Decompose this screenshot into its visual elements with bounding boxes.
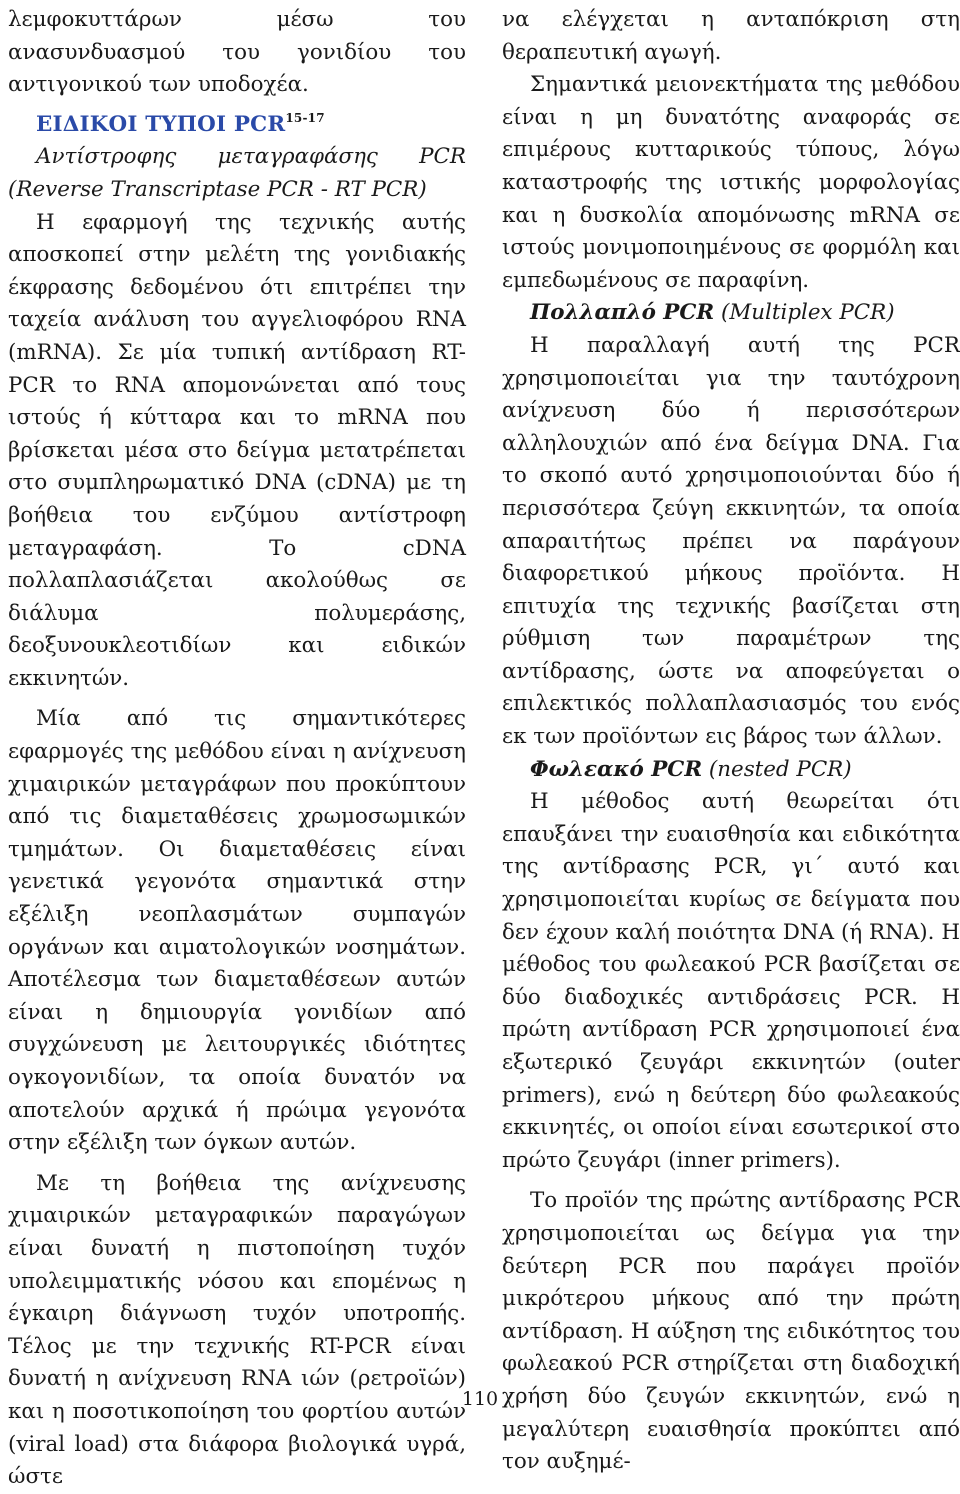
multiplex-title: Πολλαπλό PCR xyxy=(530,300,715,326)
rt-pcr-title: Αντίστροφης μεταγραφάσης PCR xyxy=(36,144,466,170)
right-column xyxy=(502,4,960,1479)
multiplex-paragraph: Η παραλλαγή αυτή της PCR χρησιμοποιείται για την ταυτόχρονη ανίχνευση δύο ή περισσότερων αλληλουχιών από ένα δείγμα DNA. Για το σκοπό αυτό χρησιμοποιούνται δύο ή περισσότερα ζεύγη εκκινητών, τα οποία απαραιτήτως πρέπει να παράγουν διαφορετικού μήκους προϊόντα. Η επιτυχία της τεχνικής βασίζεται στη ρύθμιση των παραμέτρων της αντίδρασης, ώστε να αποφεύγεται ο επιλεκτικός πολλαπλασιασμός του ενός εκ των προϊόντων εις βάρος των άλλων. xyxy=(502,332,960,750)
section-heading-refs: 15-17 xyxy=(285,110,325,125)
section-heading-text: ΕΙΔΙΚΟΙ ΤΥΠΟΙ PCR xyxy=(36,111,286,137)
nested-title: Φωλεακό PCR xyxy=(530,756,703,782)
nested-paragraph-2: Το προϊόν της πρώτης αντίδρασης PCR χρησιμοποιείται ως δείγμα για την δεύτερη PCR που παράγει προϊόν μικρότερου μήκους από την πρώτη αντίδραση. Η αύξηση της ειδικότητος του φωλεακού PCR στηρίζεται στη διαδοχική χρήση δύο ζευγών εκκινητών, ενώ η μεγαλύτερη ευαισθησία προκύπτει από τον αυξημέ- xyxy=(502,1188,960,1475)
intro-paragraph: λεμφοκυττάρων μέσω του ανασυνδυασμού του γονιδίου του αντιγονικού των υποδοχέα. xyxy=(8,7,466,98)
rt-pcr-paragraph-2: Μία από τις σημαντικότερες εφαρμογές της μεθόδου είναι η ανίχνευση χιμαιρικών μεταγράφων που προκύπτουν από τις διαμεταθέσεις χρωμοσωμικών τμημάτων. Οι διαμεταθέσεις είναι γενετικά γεγονότα σημαντικά στην εξέλιξη νεοπλασμάτων συμπαγών οργάνων και αιματολογικών νοσημάτων. Αποτέλεσμα των διαμεταθέσεων αυτών είναι η δημιουργία γονιδίων από συγχώνευση με λειτουργικές ιδιότητες ογκογονιδίων, τα οποία δυνατόν να αποτελούν αρχικά ή πρώιμα γεγονότα στην εξέλιξη των όγκων αυτών. xyxy=(8,706,466,1156)
rt-pcr-paragraph-1: Η εφαρμογή της τεχνικής αυτής αποσκοπεί στην μελέτη της γονιδιακής έκφρασης δεδομένου ότι επιτρέπει την ταχεία ανάλυση του αγγελιοφόρου RNA (mRNA). Σε μία τυπική αντίδραση RT-PCR το RNA απομονώνεται από τους ιστούς ή κύτταρα και το mRNA που βρίσκεται μέσα στο δείγμα μετατρέπεται στο συμπληρωματικό DNA (cDNA) με τη βοήθεια του ενζύμου αντίστροφη μεταγραφάση. Το cDNA πολλαπλασιάζεται ακολούθως σε διάλυμα πολυμεράσης, δεοξυνουκλεοτιδίων και ειδικών εκκινητών. xyxy=(8,209,466,691)
left-column xyxy=(8,4,466,1494)
rt-pcr-subtitle: (Reverse Transcriptase PCR - RT PCR) xyxy=(8,176,427,202)
rt-pcr-paragraph-3: Με τη βοήθεια της ανίχνευσης χιμαιρικών μεταγραφικών παραγώγων είναι δυνατή η πιστοποίηση τυχόν υπολειμματικής νόσου και επομένως η έγκαιρη διάγνωση τυχόν υποτροπής. Τέλος με την τεχνικής RT-PCR είναι δυνατή η ανίχνευση RNA ιών (ρετροϊών) και η ποσοτικοποίηση του φορτίου αυτών (viral load) στα διάφορα βιολογικά υγρά, ώστε xyxy=(8,1170,466,1490)
limitations-paragraph: Σημαντικά μειονεκτήματα της μεθόδου είναι η μη δυνατότης αναφοράς σε επιμέρους κυτταρικούς τύπους, λόγω καταστροφής της ιστικής μορφολογίας και η δυσκολία απομόνωσης mRNA σε ιστούς μονιμοποιημένους σε φορμόλη και εμπεδωμένους σε παραφίνη. xyxy=(502,72,960,293)
multiplex-subtitle: (Multiplex PCR) xyxy=(721,300,895,326)
nested-subtitle: (nested PCR) xyxy=(708,756,852,782)
multiplex-heading xyxy=(502,297,960,330)
section-heading xyxy=(8,102,466,142)
continued-text: να ελέγχεται η ανταπόκριση στη θεραπευτική αγωγή. xyxy=(502,7,960,65)
nested-heading xyxy=(502,754,960,787)
nested-paragraph-1: Η μέθοδος αυτή θεωρείται ότι επαυξάνει την ευαισθησία και ειδικότητα της αντίδρασης PCR, γι΄ αυτό και χρησιμοποιείται κυρίως σε δείγματα που δεν έχουν καλή ποιότητα DNA (ή RNA). Η μέθοδος του φωλεακού PCR βασίζεται σε δύο διαδοχικές αντιδράσεις PCR. Η πρώτη αντίδραση PCR χρησιμοποιεί ένα εξωτερικό ζευγάρι εκκινητών (outer primers), ενώ η δεύτερη δύο φωλεακούς εκκινητές, οι οποίοι είναι εσωτερικοί στο πρώτο ζευγάρι (inner primers). xyxy=(502,789,960,1173)
page-number: 110 xyxy=(461,1388,499,1410)
